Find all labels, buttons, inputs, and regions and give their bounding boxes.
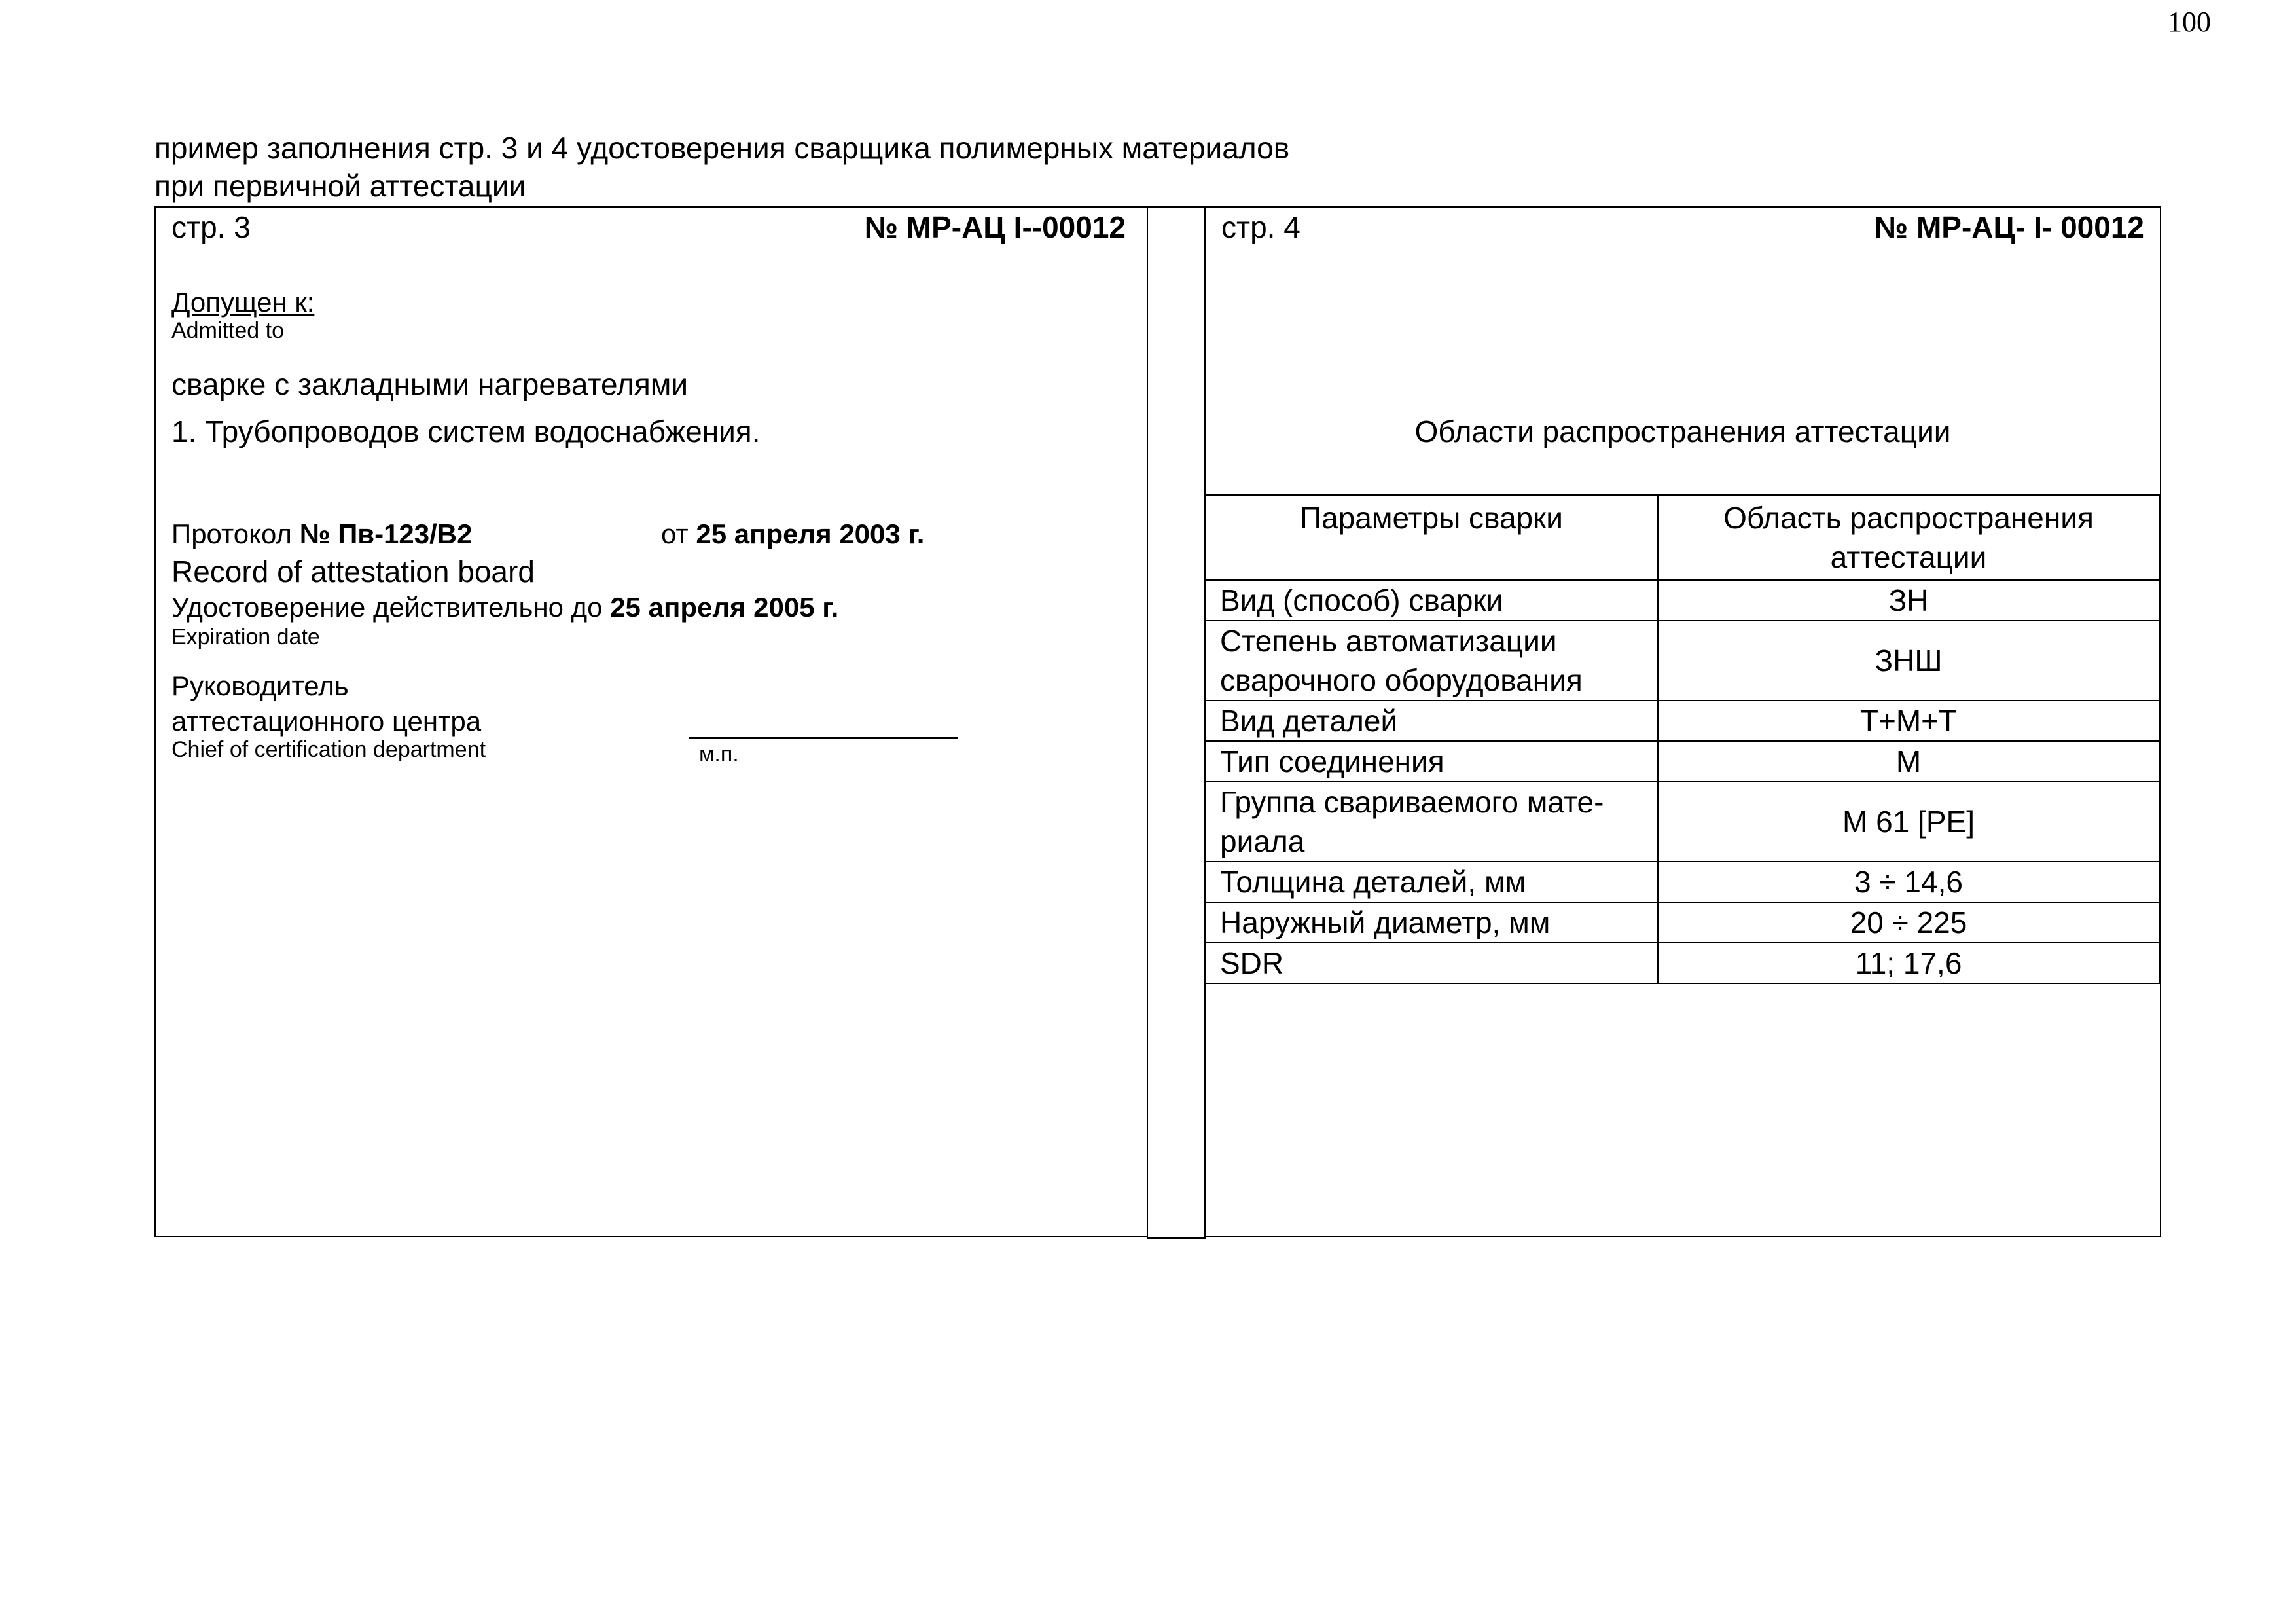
chief-line-2: аттестационного центра [171, 706, 482, 737]
admitted-line-1: сварке с закладными нагревателями [171, 367, 689, 401]
protocol-from: от [661, 519, 689, 549]
table-header-params: Параметры сварки [1205, 495, 1658, 580]
valid-en: Expiration date [171, 625, 320, 649]
table-row [1205, 782, 2159, 862]
table-header-row [1205, 495, 2159, 580]
table-row [1205, 943, 2159, 983]
table-row [1205, 741, 2159, 782]
table-cell-value: 3 ÷ 14,6 [1658, 862, 2159, 902]
page4-title: Области распространения аттестации [1414, 414, 1951, 448]
table-cell-param: Вид деталей [1205, 701, 1658, 741]
page3-number: № МР-АЦ I--00012 [864, 210, 1126, 244]
chief-line-1: Руководитель [171, 670, 349, 701]
table-cell-value: М [1658, 741, 2159, 782]
table-row [1205, 902, 2159, 943]
protocol-line [171, 519, 473, 550]
spine-frame [1147, 206, 1206, 1239]
table-row [1205, 701, 2159, 741]
table-cell-value: М 61 [PE] [1658, 782, 2159, 862]
table-cell-param: Вид (способ) сварки [1205, 580, 1658, 621]
table-row [1205, 621, 2159, 701]
valid-line [171, 592, 838, 623]
table-cell-value: ЗН [1658, 580, 2159, 621]
protocol-date-line [661, 519, 924, 550]
signature-line [689, 737, 958, 739]
page4-label: стр. 4 [1221, 210, 1300, 244]
valid-label: Удостоверение действительно до [171, 592, 603, 623]
admitted-label-en: Admitted to [171, 318, 284, 343]
admitted-line-2: 1. Трубопроводов систем водоснабжения. [171, 414, 761, 448]
table-cell-param: Наружный диаметр, мм [1205, 902, 1658, 943]
table-cell-value: ЗНШ [1658, 621, 2159, 701]
table-cell-value: 20 ÷ 225 [1658, 902, 2159, 943]
table-cell-param: Группа свариваемого мате-риала [1205, 782, 1658, 862]
table-row [1205, 580, 2159, 621]
table-cell-value: 11; 17,6 [1658, 943, 2159, 983]
page-number: 100 [2168, 6, 2211, 38]
table-cell-param: Толщина деталей, мм [1205, 862, 1658, 902]
page4-number: № МР-АЦ- I- 00012 [1874, 210, 2144, 244]
table-cell-param: Тип соединения [1205, 741, 1658, 782]
protocol-number: № Пв-123/В2 [299, 519, 473, 549]
page3-label: стр. 3 [171, 210, 251, 244]
table-cell-param: Степень автоматизации сварочного оборудования [1205, 621, 1658, 701]
admitted-label-ru: Допущен к: [171, 287, 315, 318]
table-cell-value: Т+М+Т [1658, 701, 2159, 741]
stamp-label: м.п. [699, 742, 739, 767]
document-heading-line1: пример заполнения стр. 3 и 4 удостоверения сварщика полимерных материалов [154, 131, 1290, 165]
table-header-scope: Область распространения аттестации [1658, 495, 2159, 580]
chief-en: Chief of certification department [171, 737, 486, 762]
document-heading-line2: при первичной аттестации [154, 169, 526, 203]
protocol-date: 25 апреля 2003 г. [696, 519, 925, 549]
welding-parameters-table [1204, 494, 2160, 984]
table-cell-param: SDR [1205, 943, 1658, 983]
table-row [1205, 862, 2159, 902]
valid-date: 25 апреля 2005 г. [610, 592, 839, 623]
protocol-label: Протокол [171, 519, 292, 549]
protocol-en: Record of attestation board [171, 555, 535, 589]
